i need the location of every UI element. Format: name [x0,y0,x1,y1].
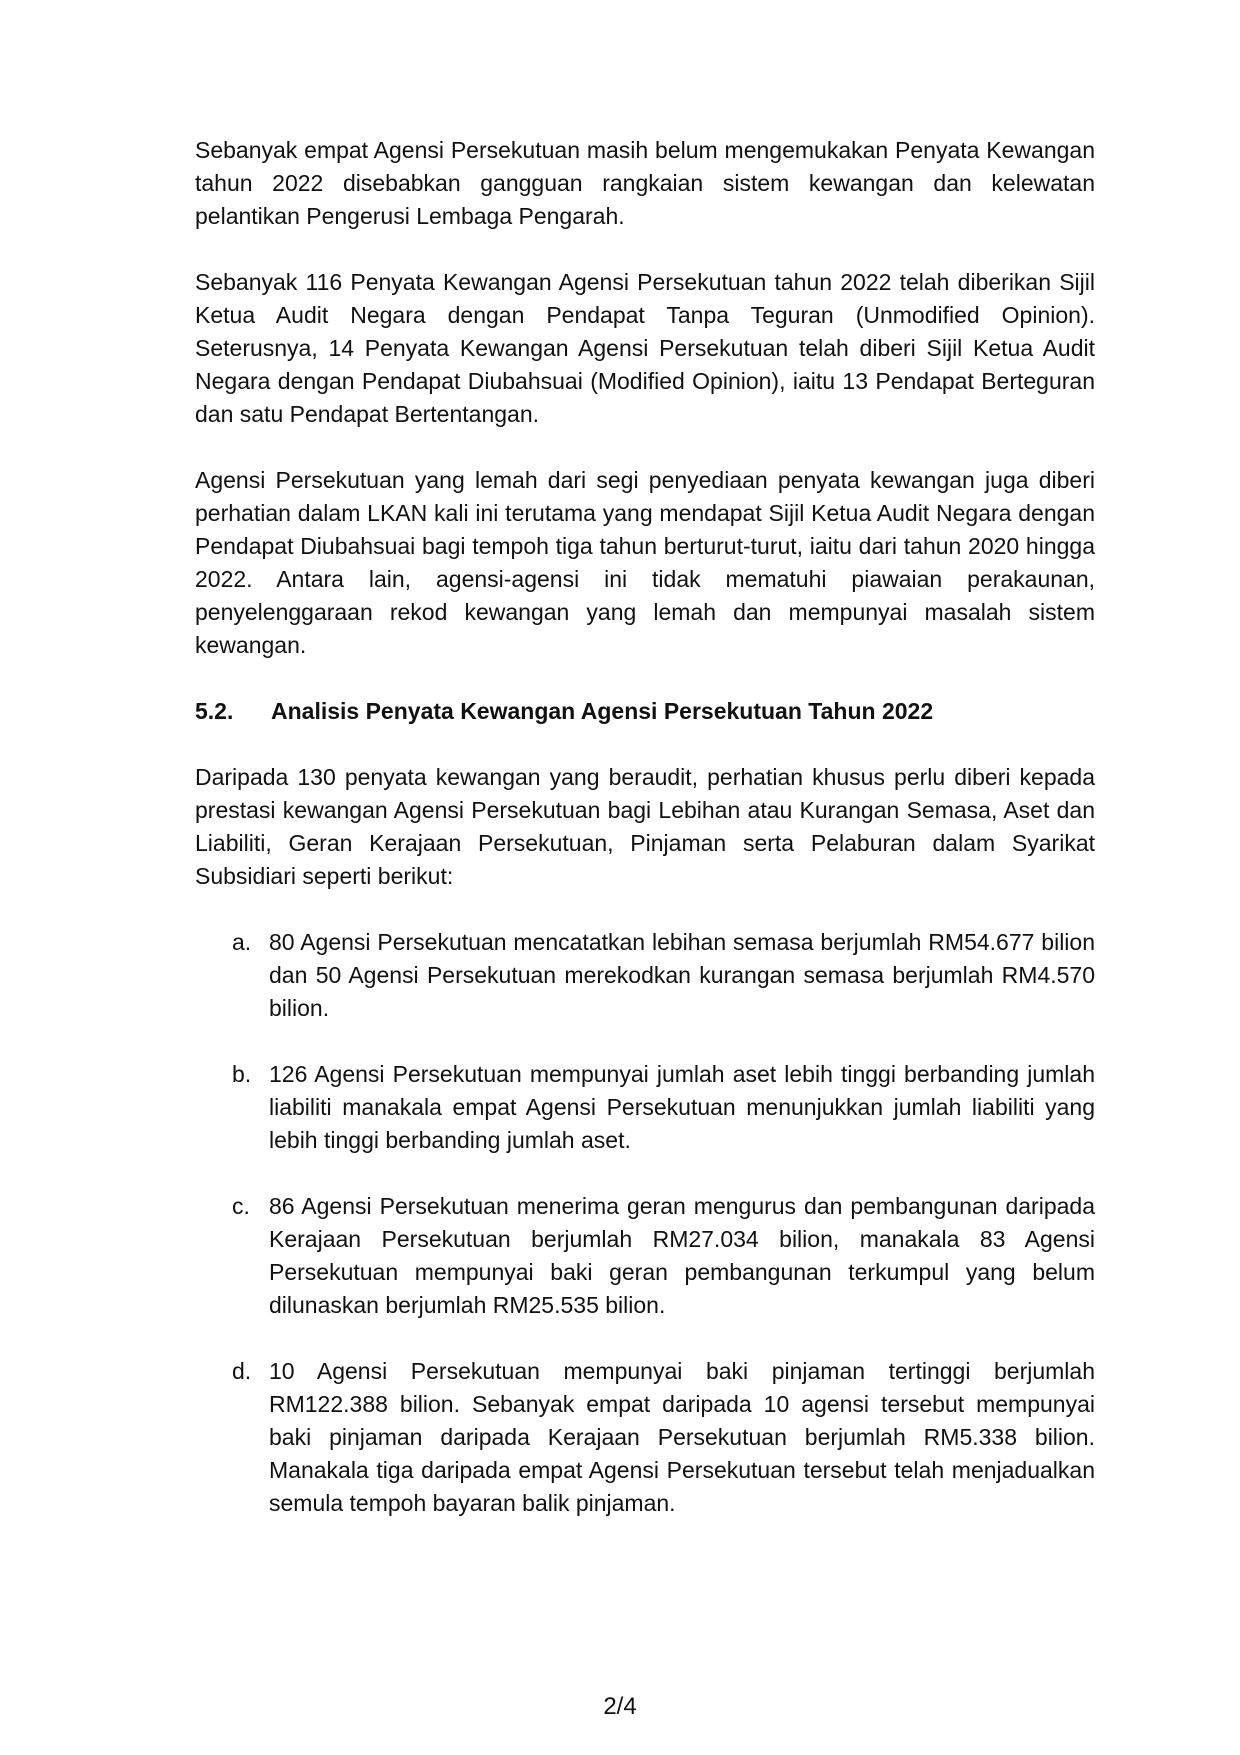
findings-list [195,926,1095,1520]
list-item-text: 86 Agensi Persekutuan menerima geran mengurus dan pembangunan daripada Kerajaan Persekutuan berjumlah RM27.034 bilion, manakala 83 Agensi Persekutuan mempunyai baki geran pembangunan terkumpul yang belum dilunaskan berjumlah RM25.535 bilion. [269,1193,1095,1318]
list-marker: d. [232,1358,252,1384]
section-heading [195,695,1095,728]
list-item [195,1190,1095,1322]
list-item [195,1355,1095,1520]
list-item [195,1058,1095,1157]
paragraph: Agensi Persekutuan yang lemah dari segi penyediaan penyata kewangan juga diberi perhatian dalam LKAN kali ini terutama yang mendapat Sijil Ketua Audit Negara dengan Pendapat Diubahsuai bagi tempoh tiga tahun berturut-turut, iaitu dari tahun 2020 hingga 2022. Antara lain, agensi-agensi ini tidak mematuhi piawaian perakaunan, penyelenggaraan rekod kewangan yang lemah dan mempunyai masalah sistem kewangan. [195,467,1095,658]
list-item [195,926,1095,1025]
list-item-text: 80 Agensi Persekutuan mencatatkan lebihan semasa berjumlah RM54.677 bilion dan 50 Agensi Persekutuan merekodkan kurangan semasa berjumlah RM4.570 bilion. [269,929,1095,1021]
paragraph: Sebanyak empat Agensi Persekutuan masih belum mengemukakan Penyata Kewangan tahun 2022 disebabkan gangguan rangkaian sistem kewangan dan kelewatan pelantikan Pengerusi Lembaga Pengarah. [195,137,1095,229]
paragraph: Sebanyak 116 Penyata Kewangan Agensi Persekutuan tahun 2022 telah diberikan Sijil Ketua Audit Negara dengan Pendapat Tanpa Teguran (Unmodified Opinion). Seterusnya, 14 Penyata Kewangan Agensi Persekutuan telah diberi Sijil Ketua Audit Negara dengan Pendapat Diubahsuai (Modified Opinion), iaitu 13 Pendapat Berteguran dan satu Pendapat Bertentangan. [195,269,1095,427]
section-number: 5.2. [195,698,234,724]
section-title: Analisis Penyata Kewangan Agensi Persekutuan Tahun 2022 [271,698,934,724]
document-body [195,134,1095,1553]
list-item-text: 10 Agensi Persekutuan mempunyai baki pinjaman tertinggi berjumlah RM122.388 bilion. Sebanyak empat daripada 10 agensi tersebut mempunyai baki pinjaman daripada Kerajaan Persekutuan berjumlah RM5.338 bilion. Manakala tiga daripada empat Agensi Persekutuan tersebut telah menjadualkan semula tempoh bayaran balik pinjaman. [269,1358,1095,1516]
list-marker: c. [232,1193,250,1219]
list-item-text: 126 Agensi Persekutuan mempunyai jumlah aset lebih tinggi berbanding jumlah liabiliti manakala empat Agensi Persekutuan menunjukkan jumlah liabiliti yang lebih tinggi berbanding jumlah aset. [269,1061,1095,1153]
page-number: 2/4 [603,1693,637,1720]
list-marker: b. [232,1061,252,1087]
list-marker: a. [232,929,252,955]
section-intro: Daripada 130 penyata kewangan yang beraudit, perhatian khusus perlu diberi kepada prestasi kewangan Agensi Persekutuan bagi Lebihan atau Kurangan Semasa, Aset dan Liabiliti, Geran Kerajaan Persekutuan, Pinjaman serta Pelaburan dalam Syarikat Subsidiari seperti berikut: [195,764,1095,889]
